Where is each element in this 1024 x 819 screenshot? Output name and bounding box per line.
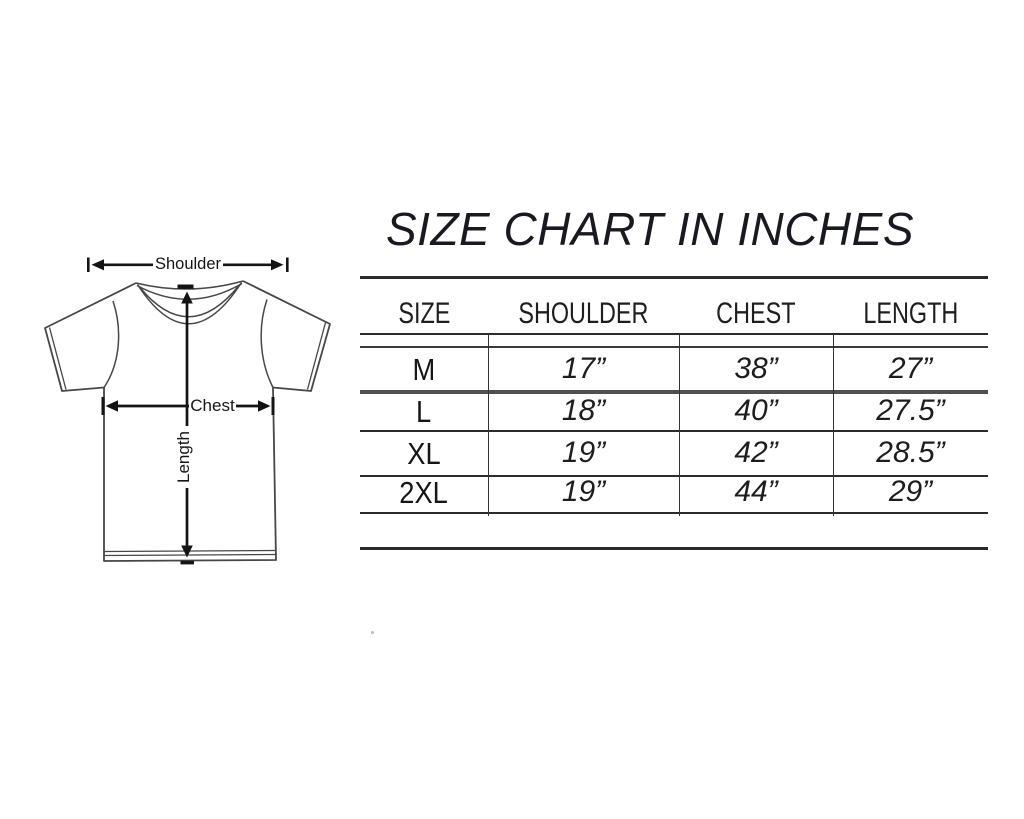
table-header-row [360,296,988,332]
chest-value: 42” [734,436,778,469]
table-row-m [360,349,988,389]
table-row-l [360,391,988,431]
shoulder-value: 18” [561,394,606,427]
length-value: 27.5” [876,394,945,427]
chest-value: 38” [734,352,778,385]
table-top-border [360,276,988,279]
length-value: 27” [888,352,933,385]
header-length: LENGTH [863,297,958,330]
right-cuff-stitch [308,323,326,390]
table-row-xl [360,433,988,473]
length-arrow [178,285,195,565]
table-header-underline [360,333,988,335]
shoulder-value: 19” [561,436,606,469]
header-size: SIZE [397,297,451,330]
shoulder-value: 19” [561,475,606,508]
size-value: L [416,393,432,429]
table-subheader-line [360,346,988,348]
page-title: SIZE CHART IN INCHES [386,203,914,255]
table-row-2xl [360,472,988,512]
print-speck-artifact [371,631,374,634]
chest-value: 44” [734,475,778,508]
chest-value: 40” [734,394,778,427]
length-value: 29” [888,475,933,508]
header-shoulder: SHOULDER [518,297,649,330]
length-dimension-label: Length [174,426,194,488]
table-bottom-border [360,547,988,550]
size-value: XL [407,435,441,471]
table-divider-after-2xl [360,512,988,514]
left-armhole-seam [104,301,119,388]
right-armhole-seam [261,300,273,388]
length-value: 28.5” [876,436,945,469]
shoulder-value: 17” [561,352,606,385]
header-chest: CHEST [716,297,796,330]
left-cuff-stitch [50,328,67,390]
chest-dimension-label: Chest [190,396,235,415]
size-value: 2XL [399,474,449,510]
size-value: M [412,351,436,387]
shoulder-dimension-label: Shoulder [154,255,222,273]
